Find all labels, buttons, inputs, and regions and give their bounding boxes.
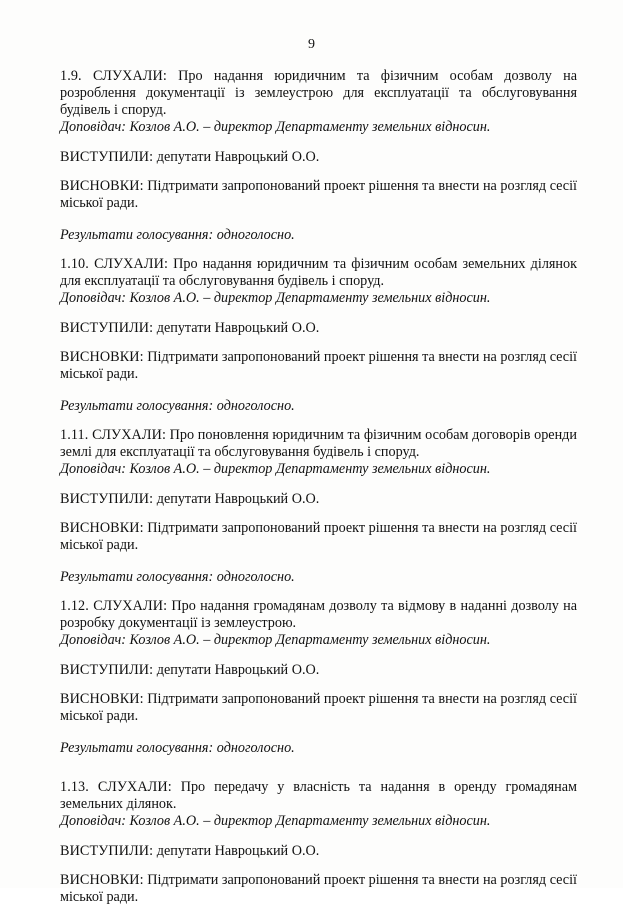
- page-number: 9: [308, 37, 315, 52]
- spoke-text: депутати Навроцький О.О.: [156, 491, 320, 507]
- conclusions-text: Підтримати запропонований проект рішення та внести на розгляд сесії міської ради.: [60, 178, 577, 211]
- heard-text: Про передачу у власність та надання в оренду громадянам земельних ділянок.: [60, 779, 578, 812]
- agenda-item-1-9: [60, 68, 577, 244]
- vote-result: Результати голосування: одноголосно.: [60, 569, 295, 585]
- agenda-item-1-13: [60, 779, 577, 906]
- conclusions-text: Підтримати запропонований проект рішення та внести на розгляд сесії міської ради.: [60, 349, 577, 382]
- spoke-paragraph: [60, 843, 577, 860]
- spoke-paragraph: [60, 320, 577, 337]
- spoke-label: ВИСТУПИЛИ:: [60, 320, 154, 336]
- heard-text: Про поновлення юридичним та фізичним особам договорів оренди землі для експлуатації та обслуговування будівель і споруд.: [60, 427, 577, 460]
- spoke-paragraph: [60, 491, 577, 508]
- spoke-text: депутати Навроцький О.О.: [156, 662, 320, 678]
- heard-text: Про надання громадянам дозволу та відмову в наданні дозволу на розробку документації із землеустрою.: [60, 598, 578, 631]
- speaker-line: Доповідач: Козлов А.О. – директор Департаменту земельних відносин.: [60, 813, 491, 829]
- heard-paragraph: [60, 779, 577, 813]
- speaker-line: Доповідач: Козлов А.О. – директор Департаменту земельних відносин.: [60, 632, 491, 648]
- spoke-text: депутати Навроцький О.О.: [156, 320, 320, 336]
- agenda-item-1-12: [60, 598, 577, 757]
- conclusions-paragraph: [60, 520, 577, 554]
- heard-label: 1.11. СЛУХАЛИ:: [60, 427, 166, 443]
- conclusions-label: ВИСНОВКИ:: [60, 872, 144, 888]
- heard-paragraph: [60, 598, 577, 632]
- spoke-label: ВИСТУПИЛИ:: [60, 843, 154, 859]
- conclusions-label: ВИСНОВКИ:: [60, 178, 144, 194]
- heard-text: Про надання юридичним та фізичним особам дозволу на розроблення документації із землеустрою для експлуатації та обслуговування будівель і споруд.: [60, 68, 577, 118]
- vote-result: Результати голосування: одноголосно.: [60, 740, 295, 756]
- conclusions-paragraph: [60, 691, 577, 725]
- conclusions-label: ВИСНОВКИ:: [60, 349, 144, 365]
- heard-label: 1.10. СЛУХАЛИ:: [60, 256, 168, 272]
- conclusions-text: Підтримати запропонований проект рішення та внести на розгляд сесії міської ради.: [60, 520, 577, 553]
- agenda-item-1-10: [60, 256, 577, 415]
- spoke-label: ВИСТУПИЛИ:: [60, 149, 154, 165]
- spacer: [60, 769, 577, 779]
- agenda-item-1-11: [60, 427, 577, 586]
- speaker-line: Доповідач: Козлов А.О. – директор Департаменту земельних відносин.: [60, 119, 491, 135]
- spoke-label: ВИСТУПИЛИ:: [60, 662, 154, 678]
- conclusions-label: ВИСНОВКИ:: [60, 691, 144, 707]
- conclusions-text: Підтримати запропонований проект рішення та внести на розгляд сесії міської ради.: [60, 691, 577, 724]
- spoke-text: депутати Навроцький О.О.: [156, 843, 320, 859]
- heard-paragraph: [60, 68, 577, 119]
- heard-paragraph: [60, 256, 577, 290]
- vote-result: Результати голосування: одноголосно.: [60, 398, 295, 414]
- spoke-text: депутати Навроцький О.О.: [156, 149, 320, 165]
- spoke-paragraph: [60, 149, 577, 166]
- spoke-paragraph: [60, 662, 577, 679]
- heard-label: 1.13. СЛУХАЛИ:: [60, 779, 172, 795]
- heard-label: 1.12. СЛУХАЛИ:: [60, 598, 168, 614]
- heard-label: 1.9. СЛУХАЛИ:: [60, 68, 167, 84]
- conclusions-text: Підтримати запропонований проект рішення та внести на розгляд сесії міської ради.: [60, 872, 577, 905]
- conclusions-label: ВИСНОВКИ:: [60, 520, 144, 536]
- conclusions-paragraph: [60, 178, 577, 212]
- heard-paragraph: [60, 427, 577, 461]
- conclusions-paragraph: [60, 872, 577, 906]
- spoke-label: ВИСТУПИЛИ:: [60, 491, 154, 507]
- vote-result: Результати голосування: одноголосно.: [60, 227, 295, 243]
- speaker-line: Доповідач: Козлов А.О. – директор Департаменту земельних відносин.: [60, 461, 491, 477]
- conclusions-paragraph: [60, 349, 577, 383]
- minutes-content: [60, 68, 577, 906]
- speaker-line: Доповідач: Козлов А.О. – директор Департаменту земельних відносин.: [60, 290, 491, 306]
- heard-text: Про надання юридичним та фізичним особам земельних ділянок для експлуатації та обслуговування будівель і споруд.: [60, 256, 578, 289]
